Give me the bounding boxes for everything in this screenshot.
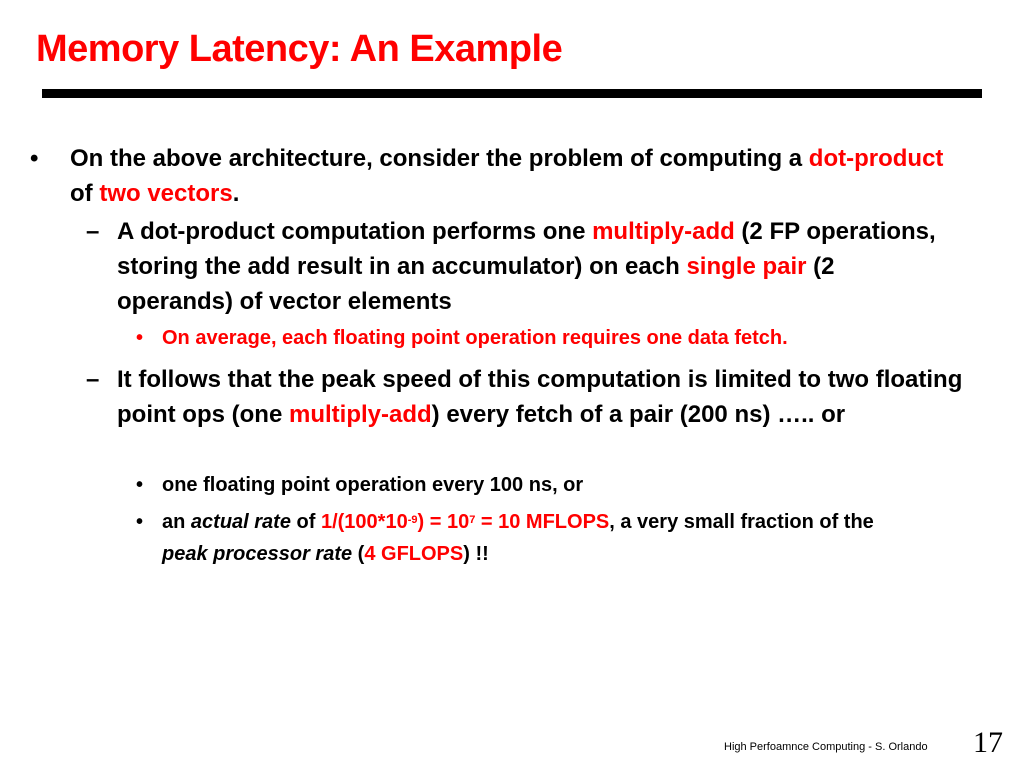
text-run: On the above architecture, consider the problem of computing a [70, 145, 809, 172]
sub-bullet-2 [86, 362, 967, 432]
emphasis-term: actual rate [190, 511, 291, 533]
highlight-term: multiply-add [592, 218, 735, 245]
dash-marker: – [86, 218, 100, 245]
text-run: one floating point operation every 100 ns, or [162, 474, 584, 496]
footer-credit: High Perfoamnce Computing - S. Orlando [724, 741, 928, 753]
bullet-marker: • [136, 511, 144, 533]
text-run: ( [352, 543, 365, 565]
text-run: ) every fetch of a pair (200 ns) ….. or [431, 401, 846, 428]
text-run: A dot-product computation performs one [117, 218, 593, 245]
text-run: of [290, 511, 321, 533]
page-number: 17 [973, 726, 1003, 759]
highlight-term: 4 GFLOPS [364, 543, 464, 565]
sub-bullet-1 [86, 214, 957, 319]
formula-part: ) = 10 [417, 511, 470, 533]
sub-sub-bullet-3 [136, 506, 922, 570]
text-run: (2 FP operations, storing the add result in an accumulator) on each [117, 218, 936, 280]
formula-part: = 10 MFLOPS [475, 511, 610, 533]
bullet-marker: • [136, 327, 144, 349]
title-divider [42, 89, 982, 98]
text-run: of [70, 180, 100, 207]
bullet-marker: • [136, 474, 144, 496]
highlight-term: dot-product [808, 145, 944, 172]
bullet-marker: • [30, 145, 39, 172]
formula [321, 511, 609, 533]
sub-sub-bullet-2 [136, 469, 1002, 501]
bullet-1 [30, 141, 970, 211]
exponent: -9 [407, 513, 418, 526]
text-run: ) !! [463, 543, 489, 565]
text-run: , a very small fraction of the [609, 511, 874, 533]
highlight-term: multiply-add [288, 401, 432, 428]
formula-part: 1/(100*10 [320, 511, 408, 533]
text-run: It follows that the peak speed of this computation is limited to two floating point ops (one [117, 366, 963, 428]
exponent: 7 [469, 513, 476, 526]
text-run: On average, each floating point operation requires one data fetch. [162, 327, 788, 349]
text-run: an [162, 511, 191, 533]
highlight-term: single pair [686, 253, 807, 280]
sub-sub-bullet-1 [136, 322, 1002, 354]
dash-marker: – [86, 366, 100, 393]
slide-title: Memory Latency: An Example [36, 28, 563, 70]
highlight-term: two vectors [99, 180, 233, 207]
text-run: (2 operands) of vector elements [117, 253, 835, 315]
emphasis-term: peak processor rate [162, 543, 353, 565]
text-run: . [232, 180, 240, 207]
